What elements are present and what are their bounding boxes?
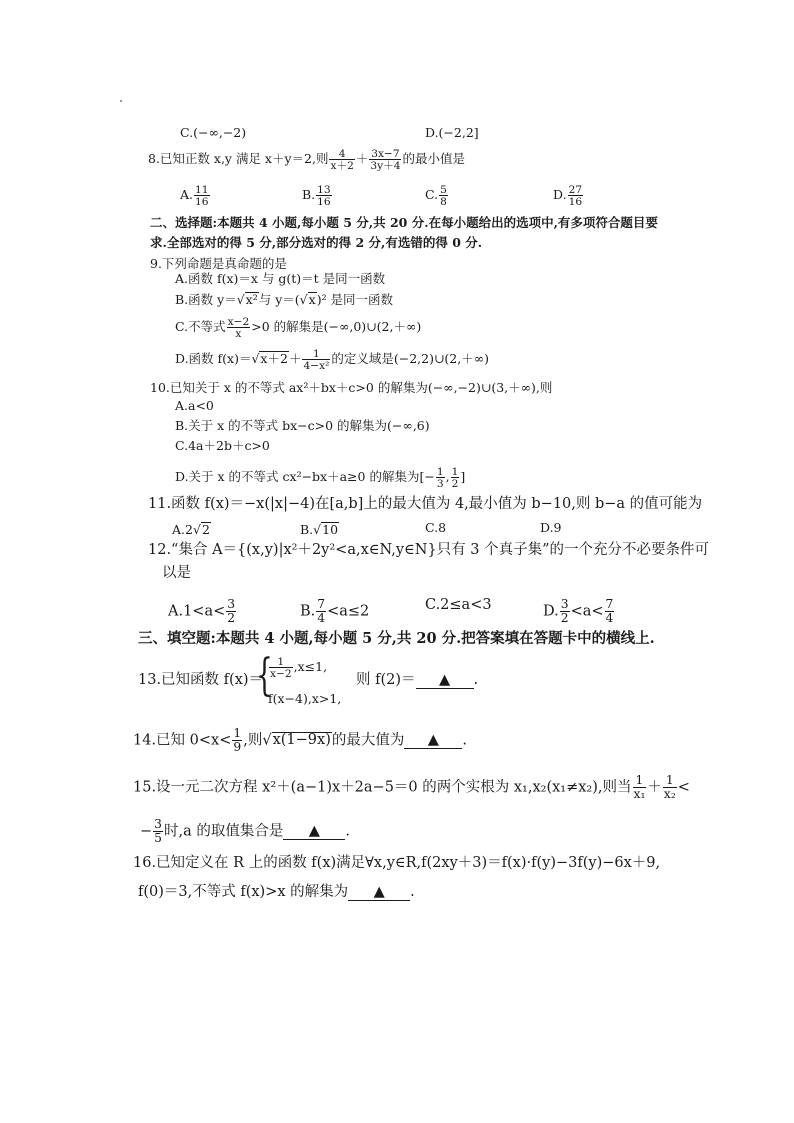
- q10-d-d2: 2: [451, 477, 459, 491]
- q13-brace: {: [256, 650, 273, 701]
- answer-marker-icon: ▲: [438, 672, 451, 688]
- q8-stem: [148, 148, 465, 171]
- q16-end: .: [410, 884, 415, 900]
- q10-option-d: [175, 466, 465, 489]
- q8-option-c: [425, 184, 449, 207]
- q7-option-c: C.(−∞,−2): [180, 125, 247, 140]
- scan-speck: [120, 100, 122, 102]
- q12-a-frac: [226, 598, 236, 625]
- section-2-heading-cont: 求.全部选对的得 5 分,部分选对的得 2 分,有选错的得 0 分.: [150, 235, 483, 250]
- q14-post: 的最大值为: [331, 732, 405, 749]
- q14-den: 9: [233, 739, 242, 754]
- q7-option-d: D.(−2,2]: [425, 125, 479, 140]
- q9-c-frac: [227, 316, 251, 339]
- q14-end: .: [462, 732, 467, 749]
- q12-b-frac: [316, 598, 326, 625]
- q16-answer-blank[interactable]: [348, 885, 410, 901]
- q9-option-d: D.函数 f(x)＝√x＋2＋ $\frac{1}{\text{4−x²}}$ 的定义域是(−2,2)∪(2,＋∞): [175, 347, 490, 373]
- q8-b-den: 16: [317, 195, 331, 209]
- q9-option-a: A.函数 f(x)＝x 与 g(t)＝t 是同一函数: [175, 271, 386, 286]
- q15-d3: 5: [154, 830, 162, 845]
- q8-option-d: [553, 184, 584, 207]
- q10-d-n1: 1: [436, 465, 444, 478]
- q8-b-label: B.: [302, 187, 316, 203]
- q13-case-2: f(x−4),x>1,: [268, 691, 342, 706]
- q9-b-post: )² 是同一函数: [316, 292, 394, 307]
- q12-b-pre: B.: [300, 603, 316, 620]
- q8-fraction-2: [369, 148, 401, 171]
- q11-option-d: D.9: [540, 520, 562, 535]
- q11-option-c: C.8: [425, 520, 447, 535]
- q12-option-b: [300, 598, 369, 625]
- q8-option-b: [302, 184, 333, 207]
- q8-d-num: 27: [568, 183, 583, 196]
- q15-frac-3: [153, 818, 163, 845]
- q13-case1-num: 1: [269, 656, 293, 668]
- q8-plus: ＋: [355, 151, 369, 167]
- q12-d-pre: D.: [543, 603, 559, 620]
- q13-then: 则 f(2)＝: [356, 672, 416, 688]
- q15-stem-cont: [140, 818, 350, 845]
- q10-d-post: ]: [460, 469, 466, 485]
- q15-d2: x₂: [663, 786, 676, 801]
- q12-a-pre: A.1<a<: [168, 603, 226, 620]
- q8-f1-num: 4: [329, 148, 354, 160]
- section-2-heading: 二、选择题:本题共 4 小题,每小题 5 分,共 20 分.在每小题给出的选项中,有多项符合题目要: [150, 215, 658, 230]
- q15-n1: 1: [633, 774, 647, 788]
- q12-a-num: 3: [227, 597, 236, 611]
- q12-b-post: <a≤2: [327, 603, 370, 620]
- q8-f1-den: x＋2: [330, 159, 354, 173]
- q8-a-den: 16: [195, 195, 209, 209]
- q10-d-frac-1: [436, 466, 445, 489]
- q13-case1-frac: [269, 656, 293, 679]
- answer-marker-icon: ▲: [427, 732, 439, 749]
- q15-n2: 1: [663, 774, 677, 788]
- q13-stem: 13.已知函数 f(x)＝: [138, 672, 264, 688]
- q10-d-n2: 1: [451, 465, 459, 478]
- q13-end: .: [473, 672, 479, 688]
- q8-f2-num: 3x−7: [371, 147, 400, 160]
- q10-stem: 10.已知关于 x 的不等式 ax²＋bx＋c>0 的解集为(−∞,−2)∪(3,＋∞),则: [150, 380, 553, 395]
- q13-case1-cond: ,x≤1,: [293, 659, 328, 675]
- q15-lt: <: [677, 779, 690, 796]
- q15-n3: 3: [154, 817, 162, 831]
- q12-d-num: 3: [560, 597, 569, 611]
- answer-marker-icon: ▲: [308, 823, 320, 840]
- q12-option-c: C.2≤a<3: [425, 597, 492, 613]
- q8-d-label: D.: [553, 187, 567, 203]
- q9-d-frac: [302, 348, 330, 371]
- q12-stem: 12.“集合 A＝{(x,y)|x²＋2y²<a,x∈N,y∈N}只有 3 个真子集”的一个充分不必要条件可: [148, 542, 710, 558]
- q8-d-frac: [568, 184, 584, 207]
- q12-d-den-2: 4: [605, 610, 614, 625]
- q15-answer-blank[interactable]: [283, 824, 345, 840]
- q8-option-a: [180, 184, 211, 207]
- q15-minus: −: [140, 823, 153, 840]
- q8-c-label: C.: [425, 187, 439, 203]
- q12-option-d: [543, 598, 615, 625]
- q9-c-pre: C.不等式: [175, 319, 226, 335]
- q15-frac-1: [633, 774, 647, 801]
- q15-post: 时,a 的取值集合是: [164, 823, 284, 840]
- q16-pre: f(0)＝3,不等式 f(x)>x 的解集为: [138, 884, 349, 900]
- q12-b-num: 7: [317, 597, 326, 611]
- q12-a-den: 2: [227, 610, 236, 625]
- q12-stem-cont: 以是: [162, 565, 191, 581]
- q8-c-num: 5: [440, 183, 447, 196]
- q8-a-frac: [194, 184, 210, 207]
- q13-case-1: [268, 656, 327, 679]
- q9-b-radicand-2: x: [308, 292, 316, 307]
- q8-stem-end: 的最小值是: [402, 151, 465, 167]
- q14-frac: [232, 727, 242, 754]
- q13-case1-den: x−2: [270, 667, 292, 681]
- q11-stem: 11.函数 f(x)＝−x(|x|−4)在[a,b]上的最大值为 4,最小值为 b−10,则 b−a 的值可能为: [148, 496, 703, 512]
- q8-f2-den: 3y＋4: [370, 159, 401, 173]
- q10-option-b: B.关于 x 的不等式 bx−c>0 的解集为(−∞,6): [175, 418, 430, 433]
- q15-plus: ＋: [647, 779, 662, 796]
- section-3-heading: 三、填空题:本题共 4 小题,每小题 5 分,共 20 分.把答案填在答题卡中的横线上.: [138, 630, 655, 647]
- q11-a-pre: A.2: [172, 522, 193, 537]
- q13-answer: [356, 673, 478, 689]
- q8-d-den: 16: [568, 195, 583, 209]
- q9-option-b: B.函数 y＝√x²与 y＝(√x)² 是同一函数: [175, 292, 394, 307]
- q8-c-frac: [439, 184, 448, 207]
- q9-d-den: 4−x²: [303, 359, 330, 373]
- q9-d-num: 1: [302, 348, 330, 360]
- q15-end: .: [345, 823, 350, 840]
- q9-b-pre: B.函数 y＝: [175, 292, 237, 307]
- q12-option-a: [168, 598, 237, 625]
- q15-frac-2: [663, 774, 677, 801]
- q12-d-den: 2: [560, 610, 569, 625]
- q10-option-c: C.4a＋2b＋c>0: [175, 438, 270, 453]
- q9-c-num: x−2: [227, 315, 250, 328]
- q10-d-frac-2: [451, 466, 460, 489]
- q11-b-radicand: 10: [322, 522, 339, 537]
- q10-d-d1: 3: [436, 477, 444, 491]
- q9-d-plus: ＋: [288, 351, 302, 367]
- q8-c-den: 8: [440, 195, 447, 209]
- q12-d-num-2: 7: [605, 597, 614, 611]
- q12-b-den: 4: [317, 610, 326, 625]
- q9-c-post: >0 的解集是(−∞,0)∪(2,＋∞): [251, 319, 422, 335]
- q9-stem: 9.下列命题是真命题的是: [150, 256, 287, 271]
- q15-pre: 15.设一元二次方程 x²＋(a−1)x＋2a−5＝0 的两个实根为 x₁,x₂(x₁≠x₂),则当: [133, 779, 632, 796]
- q8-b-frac: [316, 184, 332, 207]
- q10-option-a: A.a<0: [175, 398, 214, 413]
- q16-stem-cont: [138, 885, 415, 901]
- q13-answer-blank[interactable]: [416, 673, 474, 689]
- q11-a-radicand: 2: [201, 522, 210, 537]
- q12-d-frac-1: [560, 598, 570, 625]
- q9-option-c: [175, 316, 421, 339]
- q12-d-frac-2: [605, 598, 615, 625]
- q9-d-post: 的定义域是(−2,2)∪(2,＋∞): [331, 351, 490, 367]
- q15-stem: [133, 774, 690, 801]
- q14-pre: 14.已知 0<x<: [133, 732, 232, 749]
- q8-a-num: 11: [195, 183, 209, 196]
- q10-d-pre: D.关于 x 的不等式 cx²−bx＋a≥0 的解集为[−: [175, 469, 435, 485]
- q12-d-mid: <a<: [570, 603, 604, 620]
- q14-num: 1: [233, 726, 242, 740]
- q14-answer-blank[interactable]: [404, 733, 462, 749]
- q9-d-pre: D.函数 f(x)＝: [175, 351, 252, 367]
- q9-b-mid: 与 y＝(: [258, 292, 300, 307]
- q9-c-den: x: [235, 327, 242, 341]
- q8-b-num: 13: [317, 183, 331, 196]
- q10-d-mid: ,: [445, 469, 450, 485]
- q11-option-a: A.2√2: [172, 522, 210, 537]
- q8-a-label: A.: [180, 187, 194, 203]
- q9-d-radicand: x＋2: [260, 351, 288, 367]
- q15-d1: x₁: [633, 786, 646, 801]
- q8-fraction-1: [329, 148, 354, 171]
- q11-b-pre: B.: [300, 522, 314, 537]
- q16-stem: 16.已知定义在 R 上的函数 f(x)满足∀x,y∈R,f(2xy＋3)＝f(x)·f(y)−3f(y)−6x＋9,: [133, 855, 661, 871]
- q14-radicand: x(1−9x): [272, 732, 331, 749]
- q9-b-radicand: x²: [245, 292, 258, 307]
- q14-mid: ,则: [243, 732, 263, 749]
- answer-marker-icon: ▲: [373, 884, 385, 900]
- q8-stem-text: 8.已知正数 x,y 满足 x＋y＝2,则: [148, 151, 329, 167]
- q14-stem: 14.已知 0<x< $\frac{1}{9}$ ,则√x(1−9x)的最大值为 ▲ .: [133, 726, 467, 754]
- q11-option-b: B.√10: [300, 522, 339, 537]
